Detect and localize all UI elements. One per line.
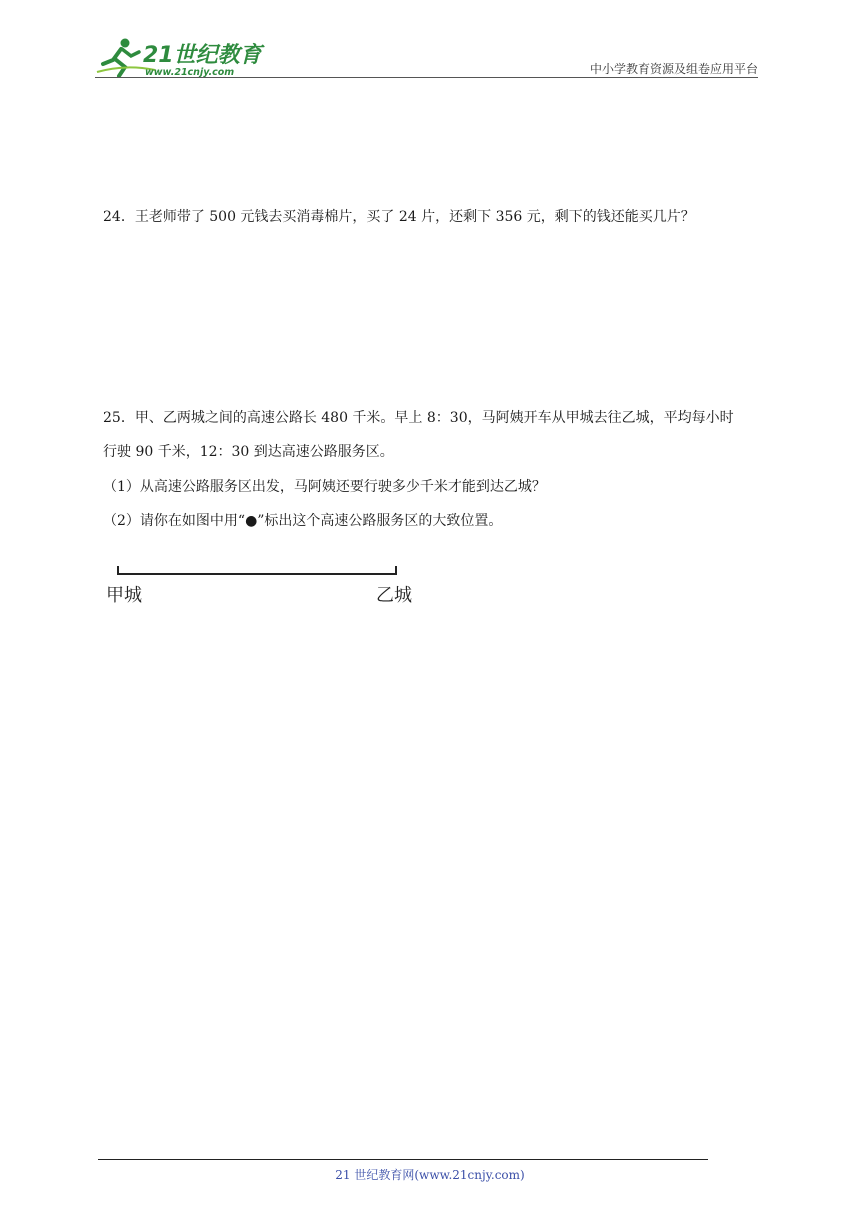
svg-text:21世纪教育: 21世纪教育 <box>143 43 262 68</box>
city-b-label: 乙城 <box>376 585 412 606</box>
platform-title: 中小学教育资源及组卷应用平台 <box>589 62 758 76</box>
question-24: 24．王老师带了 500 元钱去买消毒棉片，买了 24 片，还剩下 356 元，剩下的钱还能买几片？ <box>103 209 695 225</box>
page-header <box>95 30 758 78</box>
footer-divider <box>98 1159 708 1160</box>
question-25-part-2: （2）请你在如图中用“●”标出这个高速公路服务区的大致位置。 <box>103 513 503 529</box>
city-a-label: 甲城 <box>106 585 142 606</box>
question-25-line-2: 行驶 90 千米，12：30 到达高速公路服务区。 <box>103 444 394 460</box>
question-25-line-1: 25．甲、乙两城之间的高速公路长 480 千米。早上 8：30，马阿姨开车从甲城去往乙城，平均每小时 <box>103 410 734 426</box>
21cnjy-logo <box>95 34 265 78</box>
svg-text:www.21cnjy.com: www.21cnjy.com <box>145 67 235 78</box>
footer-link[interactable]: 21 世纪教育网(www.21cnjy.com) <box>335 1168 525 1182</box>
highway-segment <box>118 566 396 574</box>
header-divider <box>95 77 758 78</box>
question-25-part-1: （1）从高速公路服务区出发，马阿姨还要行驶多少千米才能到达乙城？ <box>103 479 546 495</box>
